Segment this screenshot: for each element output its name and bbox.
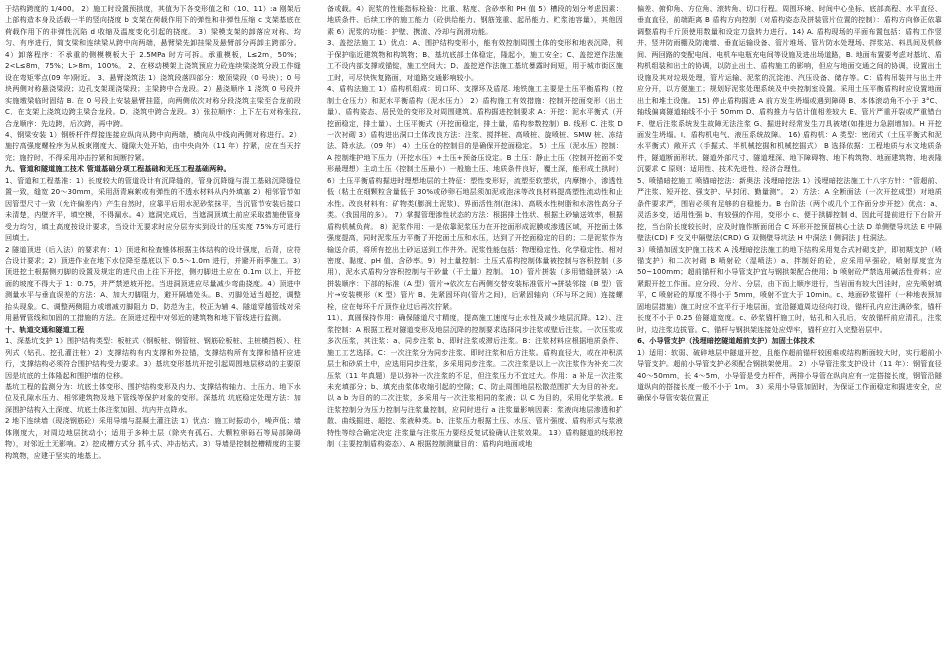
text-column-left [5, 3, 301, 669]
text-column-middle [327, 3, 623, 669]
paragraph: 11）、真圆保持作用：确保隧道尺寸精度，提高施工速度与止水性及减少地层沉降。12）、注浆控制：A 根据工程对隧道变形及地层沉降的控制要求选择同步注浆或壁后注浆。一次压浆或多次压浆，其注浆：a、同步注浆 b、即时注浆或滞后注浆。B：注浆材料应根据地质条件、施工工艺选择。C：一次注浆分为同步注浆、即时注浆和后方注浆。盾构直径大，或在冲积洪层土和砂质土中，应选用同步注浆，多采用同步注浆。二次注浆是以上一次注浆作为补充二次压浆（11 年真题）是以弥补一次注浆的不足，但注浆压力不宜过大。作用：a 补足一次注浆未充填部分；b、填充由浆体收缩引起的空隙；C、防止周围地层松散范围扩大为目的补充。以 a b 为目的的二次注浆，多采用与一次注浆相同的浆液；以 C 为目的，采用化学浆液。E 注浆控制分为压力控制与注浆量控制，应同时进行 a 注浆量影响因素：浆液向地层渗透和扩散、曲线掘进、超挖、浆液种类。b、注浆压力根据土压、水压、管片强度、盾构形式与浆液特性等综合确定决定 注浆量与注浆压力要经反复试验确认注浆效果。 13）盾构隧道的线形控制（主要控制盾构姿态）、A 根据控制测量目的：盾构向地面或地 [327, 313, 623, 449]
section-heading: 6、小导管支护（浅埋暗挖隧道超前支护）加固土体技术 [637, 336, 815, 346]
paragraph: 偏差、俯仰角、方位角、滚转角、切口行程。周围环境、时间中心坐标、底部高程、水平直径、垂直直径，前端距离 B 盾构方向控制（对盾构姿态及拼装管片位置的控制）：盾构方向修正依靠调整盾构千斤顶使用数量和设定刀盘转力进行。14) A. 盾构现场的平面布置包括：盾构工作竖井、竖井防雨棚及防淹墙、垂直运输设备、管片堆场、管片防水处理场、拌浆站、料具间及机修间、两回路的变配电间、电机车电瓶充电间等设施及进出场道路，B. 地面布置要考虑对基坑、盾构机组装和出土的协调，以防止出土、盾构施工的影响，但应与地面交通之间的协调，设置出土设施及其对垃圾处理，管片运输、泥浆的沉淀池、汽压设备、储存等。C：盾构吊装井与出土井应分开，以方便施工；规划好泥浆处理系统及中央控制室设置。采用土压平衡盾构时应设置地面出土和堆土设施。 15) 停止盾构掘进 A 前方发生坍塌或遇到障碍 B、本体滚动角不小于 3°C、轴线偏离隧道轴线不小于 50mm D、盾构推力与估计值相差较大 E、管片严重开裂或严重错台 F、壁后注浆系统发生故障无法注浆 G、掘进时经常发生刀具被堵(如推进力急剧增加)。H 开挖面发生坍塌。I、盾构机电气、液压系统故障。 16) 盾构机：A 类型：密闭式（土压平衡式和泥水平衡式）敞开式（手掘式、半机械挖掘和机械挖掘式） B 选择依据：工程地质与水文地质条件，隧道断面形状、隧道外部尺寸、隧道埋深、地下障碍物、地下构筑物、地面建筑物、地表隆沉要求 C 原则：适用性、技术先进性、经济合理性。 [637, 4, 942, 174]
paragraph: 4、钢梁安装 1）钢桥杆件焊接连接应纵向从跨中向两端，横向从中线向两侧对称进行。2）施拧高强度螺栓序为从板束刚度大、缝隙大处开始，由中央向外（11 年）拧紧，应在当天拧完；施拧时，不得采用冲击拧紧和间断拧紧。 [5, 129, 301, 162]
paragraph: 于结构跨度的 1/400。 2）施工时设置预拱度，其值为下各变形值之和（10、11）:a 刚架后上部构造本身及活载一半的竖向挠度 b 支架在荷载作用下的弹性和非弹性压缩 c 支架基底在荷载作用下的非弹性沉陷 d 收缩及温度变化引起的挠度。 3）梁模支架的卸落应对称、均匀、有序进行，简支梁和连续梁从跨中向两端，悬臂梁先卸挂梁及悬臂部分再卸主跨部分。4）卸落程序：不承重的侧模模板大于 2.5MPa 时方可拆。承重模板，L≤2m，50%；2<L≤8m，75%；L>8m，100%。 2、在移动模架上浇筑预应力砼连续梁浇筑分段工作缝设在弯矩零点(09 年)附近。 3、悬臂浇筑法 1）浇筑段落四部分：墩顶梁段（0 号块）；0 号块两侧对称悬浇梁段；边孔支架现浇梁段；主梁跨中合龙段。2）悬浇顺序 1 浇筑 0 号段并实施墩梁临时固结 B. 在 0 号段上安装悬臂挂篮，向两侧依次对称分段浇筑主梁至合龙前段 C．在支架上浇筑边跨主梁合龙段。D．浇筑中跨合龙段。3）张拉顺序：上下左右对称张拉,合龙顺序：先边跨，后次跨，再中跨。 [5, 4, 301, 128]
paragraph: 3、盖挖法施工 1）优点：A、围护结构变形小，能有效控制周围土体的变形和地表沉降，利于保护临近建筑物和构筑物；B、基坑底部土体稳定，隆起小，施工安全；C、盖挖逆作法施工不设内部支撑或锚锭，施工空间大；D、盖挖逆作法施工基坑暴露时间短，用于城市街区施工时，可尽快恢复路面，对道路交通影响较小。 [327, 38, 623, 82]
text-column-right [637, 3, 942, 669]
paragraph: 1、深基坑支护 1）围护结构类型：板桩式（钢板桩、钢管桩、钢筋砼板桩、主桩横挡板）、柱列式（钻孔、挖孔灌注桩）2）支撑结构有内支撑和外拉锚，支撑结构所有支撑和锚杆应进行，支撑结构必须符合围护结构受力要求。3）基坑变形基坑开挖引起周围地层移动的主要原因是坑底的土体隆起和围护墙的位移。 [5, 336, 301, 380]
paragraph: 基坑工程的监测分为：坑底土体变形、围护结构变形及内力、支撑结构轴力、土压力、地下水位及孔隙水压力、相邻建筑物及地下管线等保护对象的变形。深基坑 坑底稳定处理方法：加深围护结构入土深度、坑底土体注浆加固、坑内井点降水。 [5, 381, 301, 414]
paragraph: 5、喷锚暗挖施工 喷锚暗挖法：新奥法 浅埋暗挖法 1）浅埋暗挖法施工十八字方针：“管超前、严注浆、短开挖、强支护、早封闭、勤量测”。 2）方法：A 全断面法（一次开挖成型）对地质条件要求严，围岩必须有足够的自稳能力。B 台阶法（两个或几个工作面分步开挖）优点：a、灵活多变，适用性强 b、有较强的作用，变形小 c、便于拱脚控制 d、因此可提前进行下台阶开挖，当台阶长度较长时，应及时施作断面闭合 C 环形开挖预留核心土法 D 单侧壁导坑法 E 中隔壁法(CD) F 交叉中隔壁法(CRD) G 双侧壁导坑法 H 中洞法 I 侧洞法 J 柱洞法。 [637, 175, 942, 243]
paragraph: 2 地下连续墙（现浇钢筋砼）采用导墙与混凝土灌注法 1）优点：施工时振动小，噪声低；墙体刚度大，对周边地层扰动小；适用于多种土层（除夹有孤石、大颗粒卵砾石等局部障碍物），对邻近土无影响。2）挖成槽方式分 抓斗式、冲击钻式。3）导墙是控制挖槽精度的主要构筑物，应建于坚实的地基上。 [5, 416, 301, 460]
paragraph: 2 隧道顶进（后入法）的要求有：1）顶进和检查锥体根据主体结构的设计强度，后背，应符合设计要求；2）顶进作业在地下水位降至基底以下 0.5～1.0m 进行，并避开雨季施工。3）顶进挖土根据侧刃脚的设置及规定的进尺由上往下开挖，侧刃脚进土应在 0.1m 以上，开挖面的坡度不得大于 1：0.75，并严禁逆坡开挖。当进洞顶进应尽量减少弯曲挠度。4）顶进中测量水平与垂直误差的方法：A、加大刃脚阻力，避开隔墙处头。B、刃脚处适当超挖，调整抬头现象。C、调整两侧阻力或增减刃脚阻力 D、防范为主，校正为辅 4、隧道穿越管线对采用悬臂管线和加固的工措施的方法。在顶进过程中对邻近的建筑物和地下管线进行监测。 [5, 244, 301, 323]
paragraph: 1、管道和工程基准：1）长度较大的管道设计有沉降缝的，管身沉降缝与混工基础沉降缝位置一致，缝宽 20～30mm，采用沥青麻絮或有弹性的不透水材料从内外填塞 2）相邻管节如因管型尺寸一致（允许偏差内）产生自然时，应靠平后用水泥砂浆抹平，当沉管节安装后接口未清楚，内壁齐平，填空模，不得漏水。4）遮洞完成后，当遮洞顶填土前应采取措施使管身受力均匀，填土高度按设计要求，当设计无要求时应分层夯实到设计的压实度 75%方可进行回填土。 [5, 175, 301, 243]
paragraph: 备或载。4）泥浆的性能指标检验：比重、粘度、含砂率和 PH 值 5）槽段的划分考虑因素：地质条件、后续工序的施工能力（砼供给能力、钢筋笼重、起吊能力、贮浆池容量），其他因素 6）泥浆的功能：护壁、携渣、冷却与润滑功能。 [327, 4, 623, 36]
paragraph: 3）喷锚加固支护施工技术 A 浅埋暗挖法施工的地下结构采用复合式衬砌支护，即初期支护（喷锚支护）和二次衬砌 B 喷射砼（湿喷法）a、拌制好的砼，应采用早强砼，喷射厚度宜为 50~100mm；超前锚杆和小导管支护宜与钢拱架配合使用；b 喷射砼严禁选用碱活性骨料；应紧跟开挖工作面。应分段、分片、分层，由下而上顺序进行，当岩面有较大凹洼时，应先喷射填平，C 喷射砼的厚度不得小于 5mm，喷射不宜大于 10min。c、地面砂浆锚杆（一种地表预加固地层措施）施工时应不宜平行于地层面，宜沿隧道周边径向打设，锚杆孔内应注满砂浆，锚杆长度不小于 0.25 倍隧道宽度。c、砂浆锚杆施工时，钻孔和入孔后，安放锚杆前应清孔，注浆时，边注浆边拔管。C、锚杆与钢拱架连接处应焊牢，锚杆应打入完整岩层中。 [637, 244, 942, 334]
section-heading: 十、轨道交通和隧道工程 [5, 324, 85, 334]
paragraph: 1）适用：软弱、破碎地层中隧道开挖，且能作超前锚杆较困难或结构断面较大时，实行超前小导管支护。超前小导管支护必须配合钢拱架使用。 2）小导管注浆支护设计（11 年）：钢管直径 40～50mm，长 4～5m，小导管是受力杆件，两排小导管在纵向应有一定搭接长度，钢管沿隧道纵向的搭接长度一般不小于 1m。 3）采用小导管加固时，为保证工作面稳定和掘进安全，应确保小导管安装位置正 [637, 347, 942, 403]
paragraph: 4、盾构法施工 1）盾构机组成：切口环、支撑环及盾尾. 地铁施工主要是土压平衡盾构（控制土仓压力）和泥水平衡盾构（泥水压力） 2）盾构施工有效措施：控制开挖面变形（出土量）、盾构姿态、居民处的变形及对周围建筑。盾构掘进控制要求 A：开挖：泥水平衡式（开挖面稳定，排土量）、土压平衡式（开挖面稳定，排土量，盾构参数控制）B. 线形 C. 注浆 D 一次衬砌 3）盾构进出洞口土体改良方法：注浆、搅拌桩、高喷桩、旋喷桩、SMW 桩、冻结法、降水法。（09 年） 4）土压仓的控制目的是确保开挖面稳定。 5）土压（泥水压）控制：A 控制维护地下压力（开挖水压）+土压+预备压设定。B 土压：静止土压（控制开挖面不变形最理想）主动土压（控制土压最小）一般施土压、地质条件良好，覆土深，能形成土拱时） 6）土压平衡盾构掘进时理想地层的土特征：塑性变形好，流塑至软塑状，内摩擦小，渗透性低（粘土在细颗粒含量低于 30%或砂卵石地层须加泥或泡沫等改良材料提高塑性流动性和止水性。改良材料有：矿物类(膨润土泥浆)、界面活性剂(泡沫)、高吸水性树脂和水溶性高分子类。（我国用的多）。 7）掌握管理渗性状态的方法：根据排土性状、根据土砂输送效率，根据盾构机械负荷。 8）泥浆作用：一是依靠泥浆压力在开挖面形成泥膜或渗透区域，开挖面土体强度提高，同时泥浆压力平衡了开挖面土压和水压，达到了开挖面稳定的目的；二是泥浆作为输送介质，将所有挖出土砂运送到工作井外。泥浆性能包括：物理稳定性、化学稳定性、相对密度、黏度、pH 值、含砂率。9）衬土量控制：土压式盾构控制体量被控制与容积控制（多用），泥水式盾构分容积控制与干砂量（干土量）控制。 10）管片拼装（多用错缝拼装）:A 拼装顺序：下部的标准（A 型）管片→依次左右两侧交替安装标准管片→拼装邻接（B 型）管片→安装楔形（K 型）管片 B、先紧固环向(管片之间)，后紧固轴向（环与环之间）连接螺栓，应在每环千斤顶作业过后再次拧紧。 [327, 84, 623, 311]
section-heading: 九、管道和隧道施工技术 管道基础分项工程基础和无压工程基础两种。 [5, 164, 231, 174]
